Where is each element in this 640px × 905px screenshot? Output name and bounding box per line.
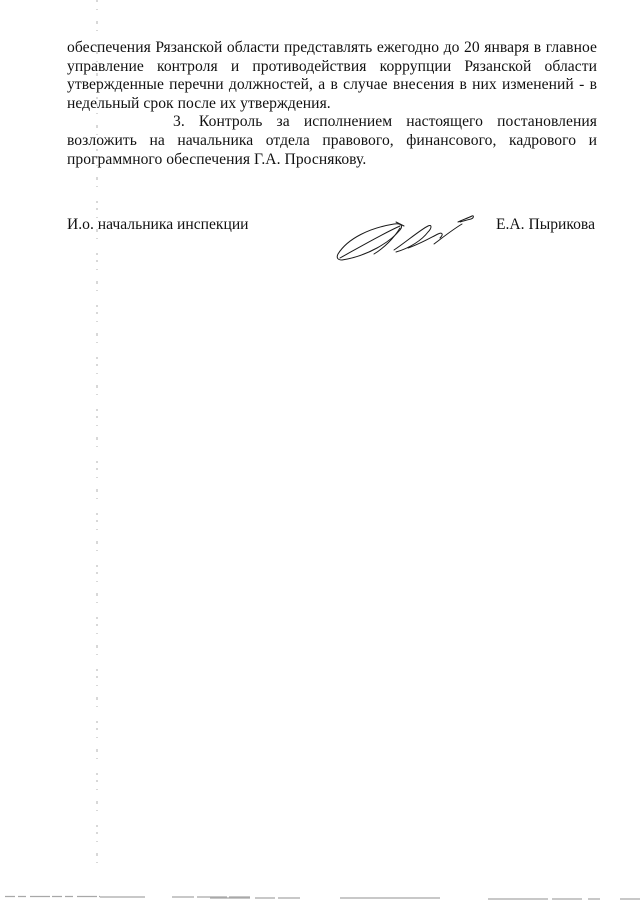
paragraph-3: 3. Контроль за исполнением настоящего постановления возложить на начальника отдела правового, финансового, кадрового и программного обеспечения Г.А. Проснякову. [67,113,597,168]
signer-position-title: И.о. начальника инспекции [67,216,249,233]
scan-bottom-edge-artifact [0,895,640,901]
paragraph-continuation: обеспечения Рязанской области представлять ежегодно до 20 января в главное управление контроля и противодействия коррупции Рязанской области утвержденные перечни должностей, а в случае внесения в них изменений - в недельный срок после их утверждения. [67,39,597,112]
signer-name: Е.А. Пырикова [495,216,595,233]
document-body [67,39,597,169]
handwritten-signature-icon [334,212,476,266]
signature-block [67,216,597,236]
